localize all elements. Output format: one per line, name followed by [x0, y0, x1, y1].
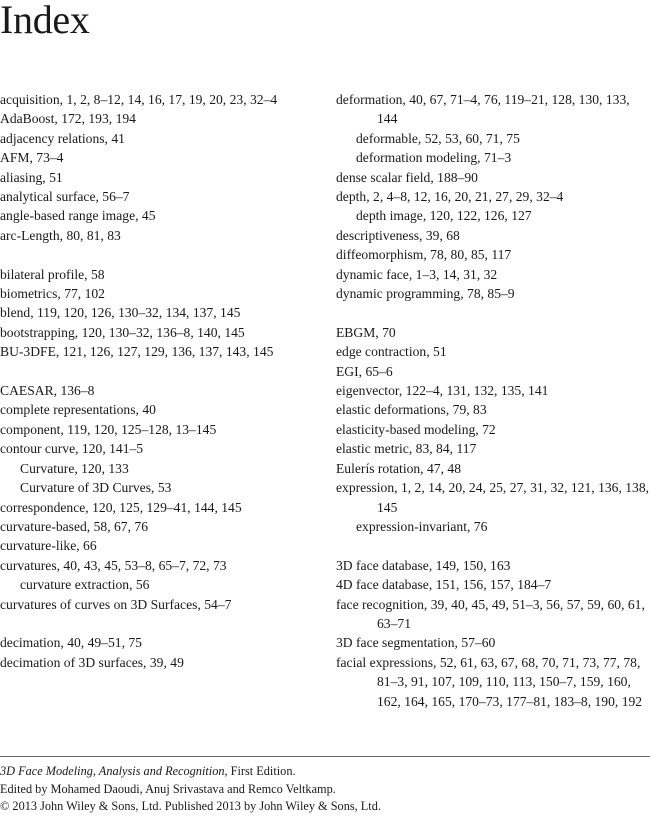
index-page-numbers: 78, 80, 85, 117 — [430, 247, 512, 263]
letter-group-gap — [0, 614, 312, 633]
index-subentry — [0, 459, 312, 478]
index-term: component, — [0, 421, 64, 437]
index-term: contour curve, — [0, 441, 79, 457]
index-term: deformation modeling, — [356, 150, 481, 166]
index-entry — [0, 90, 312, 109]
index-page-numbers: 71–3 — [484, 150, 512, 166]
index-term: depth image, — [356, 208, 427, 224]
index-subentry — [336, 129, 650, 148]
index-term: Curvature of 3D Curves, — [20, 480, 155, 496]
index-page-numbers: 51 — [433, 344, 447, 360]
index-entry — [0, 265, 312, 284]
index-term: curvatures of curves on 3D Surfaces, — [0, 596, 201, 612]
index-page-numbers: 54–7 — [204, 596, 232, 612]
index-entry — [0, 517, 312, 536]
index-column-left — [0, 90, 312, 672]
index-entry — [0, 187, 312, 206]
index-term: AdaBoost, — [0, 111, 58, 127]
index-entry — [336, 284, 650, 303]
index-term: depth, — [336, 189, 370, 205]
index-term: descriptiveness, — [336, 227, 423, 243]
letter-group-gap — [336, 536, 650, 555]
index-page-numbers: 40, 49–51, 75 — [67, 635, 142, 651]
index-page-numbers: 83, 84, 117 — [415, 441, 477, 457]
index-entry — [336, 439, 650, 458]
index-term: arc-Length, — [0, 227, 64, 243]
index-term: 3D face segmentation, — [336, 635, 458, 651]
index-page-numbers: 80, 81, 83 — [66, 227, 121, 243]
index-term: expression-invariant, — [356, 518, 471, 534]
index-entry — [0, 323, 312, 342]
index-page-numbers: 121, 126, 127, 129, 136, 137, 143, 145 — [62, 344, 274, 360]
index-term: complete representations, — [0, 402, 139, 418]
index-page-numbers: 72 — [482, 421, 496, 437]
index-entry — [0, 284, 312, 303]
index-entry — [336, 245, 650, 264]
index-term: Curvature, — [20, 460, 78, 476]
index-term: correspondence, — [0, 499, 89, 515]
index-term: EGI, — [336, 363, 363, 379]
index-entry — [0, 400, 312, 419]
index-page-numbers: 41 — [111, 130, 125, 146]
index-page-numbers: 40, 67, 71–4, 76, 119–21, 128, 130, 133, 144 — [377, 92, 630, 127]
index-term: face recognition, — [336, 596, 428, 612]
index-term: curvatures, — [0, 557, 61, 573]
index-page-numbers: 52, 53, 60, 71, 75 — [424, 130, 520, 146]
index-subentry — [0, 575, 312, 594]
index-term: deformable, — [356, 130, 422, 146]
index-entry — [336, 478, 650, 517]
index-entry — [336, 226, 650, 245]
letter-group-gap — [0, 362, 312, 381]
index-page-numbers: 58, 67, 76 — [93, 518, 148, 534]
index-term: Eulerís rotation, — [336, 460, 424, 476]
index-entry — [336, 556, 650, 575]
index-entry — [336, 400, 650, 419]
footer-title-line — [0, 763, 650, 781]
index-entry — [0, 109, 312, 128]
index-term: curvature-like, — [0, 538, 80, 554]
index-page-numbers: 70 — [382, 324, 396, 340]
index-term: elasticity-based modeling, — [336, 421, 479, 437]
index-page-numbers: 1, 2, 8–12, 14, 16, 17, 19, 20, 23, 32–4 — [66, 92, 278, 107]
index-page-numbers: 172, 193, 194 — [61, 111, 136, 127]
index-page-numbers: 47, 48 — [427, 460, 461, 476]
index-term: analytical surface, — [0, 189, 99, 205]
index-entry — [336, 575, 650, 594]
index-entry — [0, 595, 312, 614]
index-page-numbers: 136–8 — [60, 383, 95, 399]
index-entry — [336, 595, 650, 634]
index-page-numbers: 122–4, 131, 132, 135, 141 — [405, 383, 549, 399]
index-subentry — [336, 148, 650, 167]
index-entry — [0, 148, 312, 167]
letter-group-gap — [336, 303, 650, 322]
book-edition: , First Edition. — [224, 764, 296, 778]
index-page-numbers: 65–6 — [365, 363, 393, 379]
letter-group-gap — [0, 245, 312, 264]
index-page-numbers: 45 — [141, 208, 156, 224]
index-term: deformation, — [336, 92, 406, 107]
index-term: dynamic face, — [336, 266, 413, 282]
index-entry — [336, 653, 650, 711]
index-entry — [0, 226, 312, 245]
index-term: 4D face database, — [336, 577, 433, 593]
index-entry — [0, 206, 312, 225]
index-entry — [336, 168, 650, 187]
index-page-numbers: 66 — [83, 538, 97, 554]
book-title: 3D Face Modeling, Analysis and Recognition — [0, 764, 225, 778]
index-page-numbers: 53 — [157, 480, 172, 496]
index-entry — [0, 653, 312, 672]
index-term: aliasing, — [0, 169, 46, 185]
index-entry — [0, 168, 312, 187]
index-entry — [0, 439, 312, 458]
index-term: elastic metric, — [336, 441, 413, 457]
index-entry — [0, 303, 312, 322]
index-page-numbers: 58 — [90, 266, 105, 282]
index-term: elastic deformations, — [336, 402, 450, 418]
index-term: facial expressions, — [336, 654, 437, 670]
index-entry — [0, 536, 312, 555]
index-subentry — [0, 478, 312, 497]
index-entry — [336, 633, 650, 652]
index-page-numbers: 51 — [49, 169, 63, 185]
index-page-numbers: 151, 156, 157, 184–7 — [435, 577, 552, 593]
index-term: dynamic programming, — [336, 286, 464, 302]
index-page-numbers: 119, 120, 126, 130–32, 134, 137, 145 — [37, 305, 241, 321]
index-term: BU-3DFE, — [0, 344, 60, 360]
index-entry — [336, 342, 650, 361]
index-entry — [0, 342, 312, 361]
index-entry — [336, 265, 650, 284]
index-page-numbers: 120, 130–32, 136–8, 140, 145 — [81, 324, 245, 340]
index-term: CAESAR, — [0, 383, 58, 399]
index-term: edge contraction, — [336, 344, 430, 360]
index-term: angle-based range image, — [0, 208, 139, 224]
index-page-numbers: 2, 4–8, 12, 16, 20, 21, 27, 29, 32–4 — [373, 189, 564, 205]
index-term: eigenvector, — [336, 383, 403, 399]
index-entry — [0, 381, 312, 400]
index-page-numbers: 56 — [135, 577, 150, 593]
index-column-right — [336, 90, 650, 711]
index-entry — [0, 556, 312, 575]
index-entry — [0, 129, 312, 148]
index-term: decimation, — [0, 635, 64, 651]
copyright-footer — [0, 756, 650, 816]
footer-editors: Edited by Mohamed Daoudi, Anuj Srivastava and Remco Veltkamp. — [0, 781, 336, 796]
index-page-numbers: 119, 120, 125–128, 13–145 — [67, 421, 217, 437]
index-page-numbers: 56–7 — [102, 189, 130, 205]
index-page-numbers: 73–4 — [36, 150, 64, 166]
index-page-numbers: 57–60 — [461, 635, 496, 651]
index-page-numbers: 120, 133 — [81, 460, 129, 476]
index-term: decimation of 3D surfaces, — [0, 654, 147, 670]
index-page-numbers: 120, 122, 126, 127 — [429, 208, 532, 224]
index-entry — [0, 633, 312, 652]
index-page-numbers: 120, 141–5 — [81, 441, 144, 457]
footer-copyright: © 2013 John Wiley & Sons, Ltd. Published 2013 by John Wiley & Sons, Ltd. — [0, 799, 381, 813]
index-term: biometrics, — [0, 286, 61, 302]
index-term: acquisition, — [0, 92, 64, 107]
index-entry — [0, 498, 312, 517]
index-subentry — [336, 206, 650, 225]
index-term: diffeomorphism, — [336, 247, 427, 263]
index-entry — [0, 420, 312, 439]
index-term: expression, — [336, 480, 398, 496]
index-term: blend, — [0, 305, 34, 321]
index-entry — [336, 187, 650, 206]
index-entry — [336, 90, 650, 129]
index-entry — [336, 362, 650, 381]
index-page-numbers: 52, 61, 63, 67, 68, 70, 71, 73, 77, 78, 81–3, 91, 107, 109, 110, 113, 150–7, 159, 160, 162, 164, 165, 170–73, 177–81, 183–8, 190, 192 — [377, 654, 643, 709]
index-term: EBGM, — [336, 324, 379, 340]
index-entry — [336, 459, 650, 478]
index-page-numbers: 77, 102 — [64, 286, 105, 302]
index-page-numbers: 188–90 — [437, 169, 478, 185]
index-term: curvature-based, — [0, 518, 91, 534]
index-page-numbers: 76 — [473, 518, 488, 534]
index-page-numbers: 39, 68 — [425, 227, 460, 243]
index-page-numbers: 40 — [142, 402, 156, 418]
index-page-numbers: 39, 40, 45, 49, 51–3, 56, 57, 59, 60, 61, 63–71 — [377, 596, 645, 631]
index-entry — [336, 381, 650, 400]
index-page-numbers: 39, 49 — [149, 654, 184, 670]
index-term: 3D face database, — [336, 557, 433, 573]
index-page-numbers: 1–3, 14, 31, 32 — [415, 266, 498, 282]
index-page-numbers: 120, 125, 129–41, 144, 145 — [92, 499, 242, 515]
index-page-numbers: 149, 150, 163 — [435, 557, 511, 573]
index-term: AFM, — [0, 150, 33, 166]
index-term: adjacency relations, — [0, 130, 108, 146]
index-entry — [336, 323, 650, 342]
index-entry — [336, 420, 650, 439]
index-page-numbers: 79, 83 — [452, 402, 487, 418]
index-term: bilateral profile, — [0, 266, 88, 282]
index-page-numbers: 40, 43, 45, 53–8, 65–7, 72, 73 — [63, 557, 227, 573]
index-term: curvature extraction, — [20, 577, 133, 593]
index-page-numbers: 1, 2, 14, 20, 24, 25, 27, 31, 32, 121, 136, 138, 145 — [377, 480, 650, 515]
page-title: Index — [0, 0, 90, 42]
index-term: bootstrapping, — [0, 324, 79, 340]
index-page-numbers: 78, 85–9 — [467, 286, 515, 302]
index-term: dense scalar field, — [336, 169, 434, 185]
index-subentry — [336, 517, 650, 536]
